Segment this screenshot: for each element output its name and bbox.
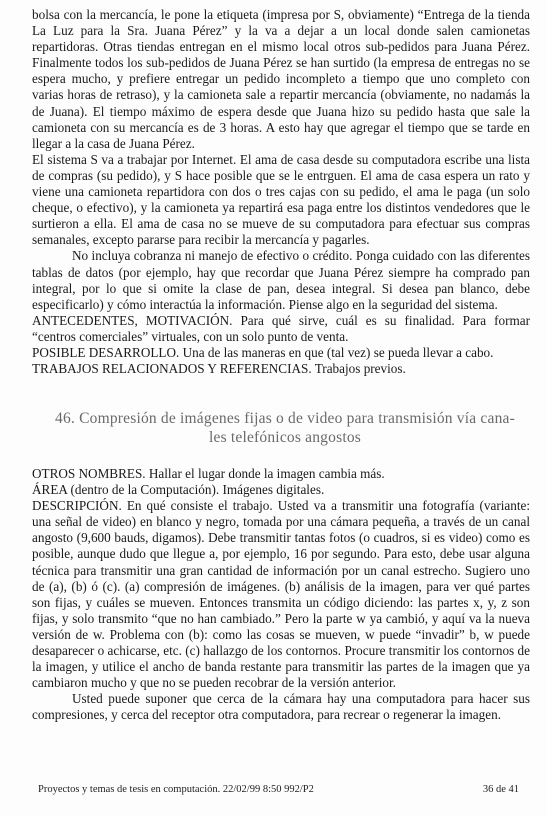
paragraph-sistema: El sistema S va a trabajar por Internet. El ama de casa desde su computadora escribe una lista de compras (su pedido), y S hace posible que se le entrguen. El ama de casa espera un rato y viene una camioneta repartidora con dos o tres cajas con su pedido, el ama le paga (un solo cheque, o efectivo), y la camioneta ya repartirá esa paga entre los distintos vendedores que le surtieron a ella. El ama de casa no se mueve de su computadora para efectuar sus compras semanales, excepto pararse para recibir la mercancía y pagarles.	[32, 151, 530, 248]
trabajos-relacionados-text: Trabajos previos.	[314, 361, 406, 377]
descripcion-item	[32, 498, 530, 691]
trabajos-relacionados-item	[32, 361, 530, 377]
area-label: ÁREA (dentro de la Computación).	[32, 482, 220, 498]
section-heading-line-1: 46. Compresión de imágenes fijas o de video para transmisión vía cana-	[55, 410, 515, 427]
section-heading	[40, 410, 530, 447]
footer-page-number: 36 de 41	[482, 784, 519, 795]
posible-desarrollo-item	[32, 345, 530, 361]
posible-desarrollo-label: POSIBLE DESARROLLO.	[32, 344, 180, 360]
top-text-block	[32, 7, 530, 377]
antecedentes-text: Para qué sirve, cuál es su finalidad. Para formar “centros comerciales” virtuales, con un solo punto de venta.	[32, 312, 530, 344]
paragraph-usted-puede: Usted puede suponer que cerca de la cámara hay una computadora para hacer sus compresiones, y cerca del receptor otra computadora, para recrear o regenerar la imagen.	[32, 691, 530, 723]
descripcion-text: En qué consiste el trabajo. Usted va a transmitir una fotografía (variante: una señal de video) en blanco y negro, tomada por una cámara pequeña, a través de un canal angosto (9,600 bauds, digamos). Debe transmitir tantas fotos (o cuadros, si es video) como es posible, aunque dudo que llegue a, por ejemplo, 16 por segundo. Para esto, debe usar alguna técnica para transmitir una gran cantidad de información por un canal estrecho. Sugiero uno de (a), (b) ó (c). (a) compresión de imágenes. (b) análisis de la imagen, para ver qué partes son fijas, y cuáles se mueven. Entonces transmita un código diciendo: las partes x, y, z son fijas, y solo transmito “que no han cambiado.” Pero la parte w ya cambió, y aquí va la nueva versión de w. Problema con (b): como las cosas se mueven, w puede “invadir” b, w puede desaparecer o achicarse, etc. (c) hallazgo de los contornos. Procure transmitir los contornos de la imagen, y utilice el ancho de banda restante para transmitir las partes de la imagen que ya cambiaron mucho y que no se pueden recobrar de la versión anterior.	[32, 498, 530, 691]
posible-desarrollo-text: Una de las maneras en que (tal vez) se pueda llevar a cabo.	[182, 344, 494, 360]
antecedentes-item	[32, 313, 530, 345]
section-body-block	[32, 466, 530, 724]
descripcion-label: DESCRIPCIÓN.	[32, 498, 122, 514]
area-item	[32, 482, 530, 498]
area-text: Imágenes digitales.	[222, 482, 325, 498]
antecedentes-label: ANTECEDENTES, MOTIVACIÓN.	[32, 312, 233, 328]
otros-nombres-item	[32, 466, 530, 482]
footer-document-info: Proyectos y temas de tesis en computación. 22/02/99 8:50 992/P2	[38, 784, 314, 795]
section-heading-line-2: les telefónicos angostos	[208, 428, 362, 446]
otros-nombres-text: Hallar el lugar donde la imagen cambia más.	[148, 466, 385, 481]
trabajos-relacionados-label: TRABAJOS RELACIONADOS Y REFERENCIAS.	[32, 361, 312, 377]
paragraph-entrega: bolsa con la mercancía, le pone la etiqueta (impresa por S, obviamente) “Entrega de la tienda La Luz para la Sra. Juana Pérez” y la va a dejar a un local donde salen camionetas repartidoras. Otras tiendas entregan en el mismo local otros sub-pedidos para Juana Pérez. Finalmente todos los sub-pedidos de Juana Pérez se han surtido (la empresa de entregas no se espera mucho, y prefiere entregar un pedido incompleto a tiempo que uno completo con varias horas de retraso), y la camioneta sale a repartir mercancía (obviamente, no nadamás la de Juana). El tiempo máximo de espera desde que Juana hizo su pedido hasta que sale la camioneta con su mercancía es de 3 horas. A esto hay que agregar el tiempo que se tarde en llegar a la casa de Juana Pérez.	[32, 7, 530, 151]
otros-nombres-label: OTROS NOMBRES.	[32, 466, 146, 481]
paragraph-no-incluya: No incluya cobranza ni manejo de efectivo o crédito. Ponga cuidado con las diferentes tablas de datos (por ejemplo, hay que recordar que Juana Pérez siempre ha comprado pan integral, por lo que si omite la clase de pan, desea integral. Si desea pan blanco, debe especificarlo) y cómo interactúa la información. Piense algo en la seguridad del sistema.	[32, 248, 530, 312]
